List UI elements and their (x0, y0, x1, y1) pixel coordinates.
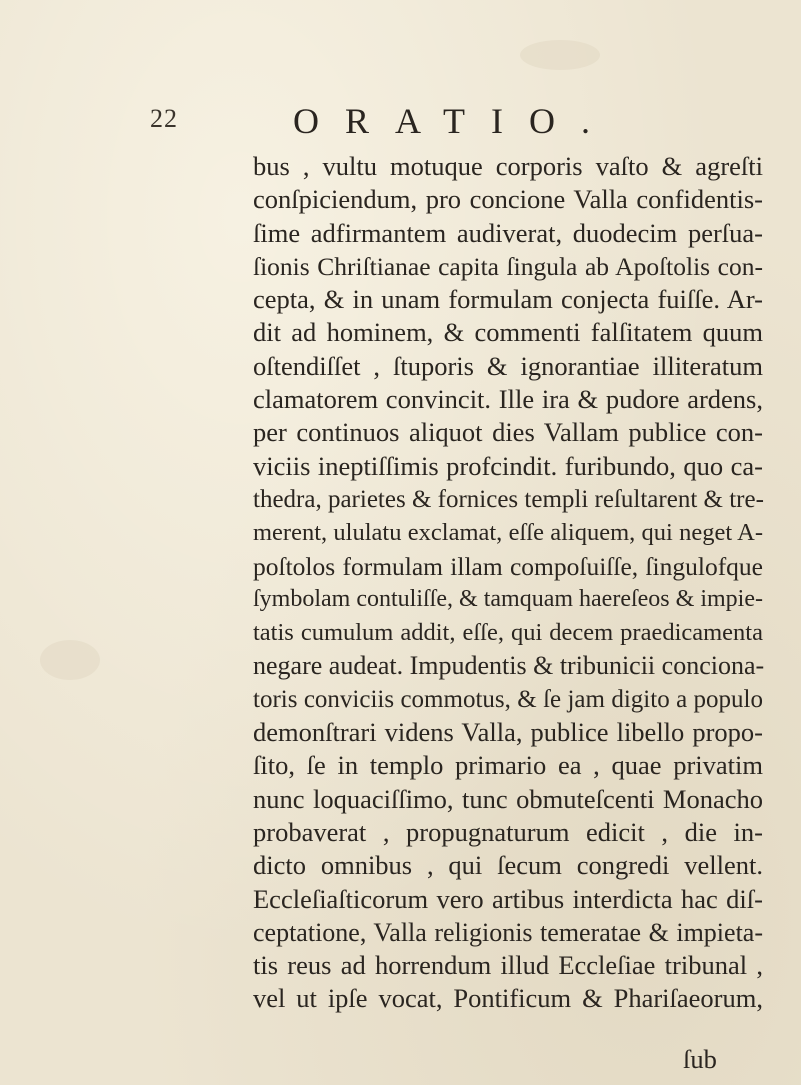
text-line: tatis cumulum addit, eſſe, qui decem praedicamenta (253, 619, 763, 647)
running-title: ORATIO. (293, 101, 616, 141)
paper-stain (520, 40, 600, 70)
text-line: clamatorem convincit. Ille ira & pudore ardens, (253, 384, 763, 415)
text-line: vel ut ipſe vocat, Pontificum & Phariſaeorum, (253, 983, 763, 1014)
text-line: nunc loquaciſſimo, tunc obmuteſcenti Monacho (253, 783, 763, 814)
text-line: ceptatione, Valla religionis temeratae & impieta- (253, 917, 763, 947)
page-header (0, 100, 801, 140)
text-line: conſpiciendum, pro concione Valla confidentis- (253, 184, 763, 215)
text-line: negare audeat. Impudentis & tribunicii conciona- (253, 651, 765, 681)
text-line: ſime adfirmantem audiverat, duodecim perſua- (253, 217, 763, 248)
catchword: ſub (683, 1044, 717, 1074)
text-line: cepta, & in unam formulam conjecta fuiſſe. Ar- (253, 284, 763, 315)
text-line: ſito, ſe in templo primario ea , quae privatim (253, 750, 763, 781)
text-line: ſionis Chriſtianae capita ſingula ab Apoſtolis con- (253, 251, 763, 281)
text-line: toris conviciis commotus, & ſe jam digito a populo (253, 685, 763, 713)
text-line: bus , vultu motuque corporis vaſto & agreſti (253, 151, 763, 181)
text-line: probaverat , propugnaturum edicit , die in- (253, 816, 763, 847)
text-line: demonſtrari videns Valla, publice libello propo- (253, 717, 763, 748)
paper-stain (40, 640, 100, 680)
text-line: Eccleſiaſticorum vero artibus interdicta hac diſ- (253, 883, 763, 914)
body-text (253, 150, 763, 1016)
text-line: merent, ululatu exclamat, eſſe aliquem, qui neget A- (253, 519, 763, 547)
text-line: tis reus ad horrendum illud Eccleſiae tribunal , (253, 950, 763, 981)
text-line: ſymbolam contuliſſe, & tamquam haereſeos & impie- (253, 585, 763, 612)
text-line: poſtolos formulam illam compoſuiſſe, ſingulofque (253, 551, 763, 581)
text-line: per continuos aliquot dies Vallam publice con- (253, 417, 763, 448)
text-line: viciis ineptiſſimis profcindit. furibundo, quo ca- (253, 450, 763, 481)
text-line: dit ad hominem, & commenti falſitatem quum (253, 317, 763, 348)
text-line: oſtendiſſet , ſtuporis & ignorantiae illiteratum (253, 350, 763, 381)
page-number: 22 (150, 104, 178, 133)
text-line: dicto omnibus , qui ſecum congredi vellent. (253, 850, 763, 881)
text-line: thedra, parietes & fornices templi reſultarent & tre- (253, 485, 764, 513)
